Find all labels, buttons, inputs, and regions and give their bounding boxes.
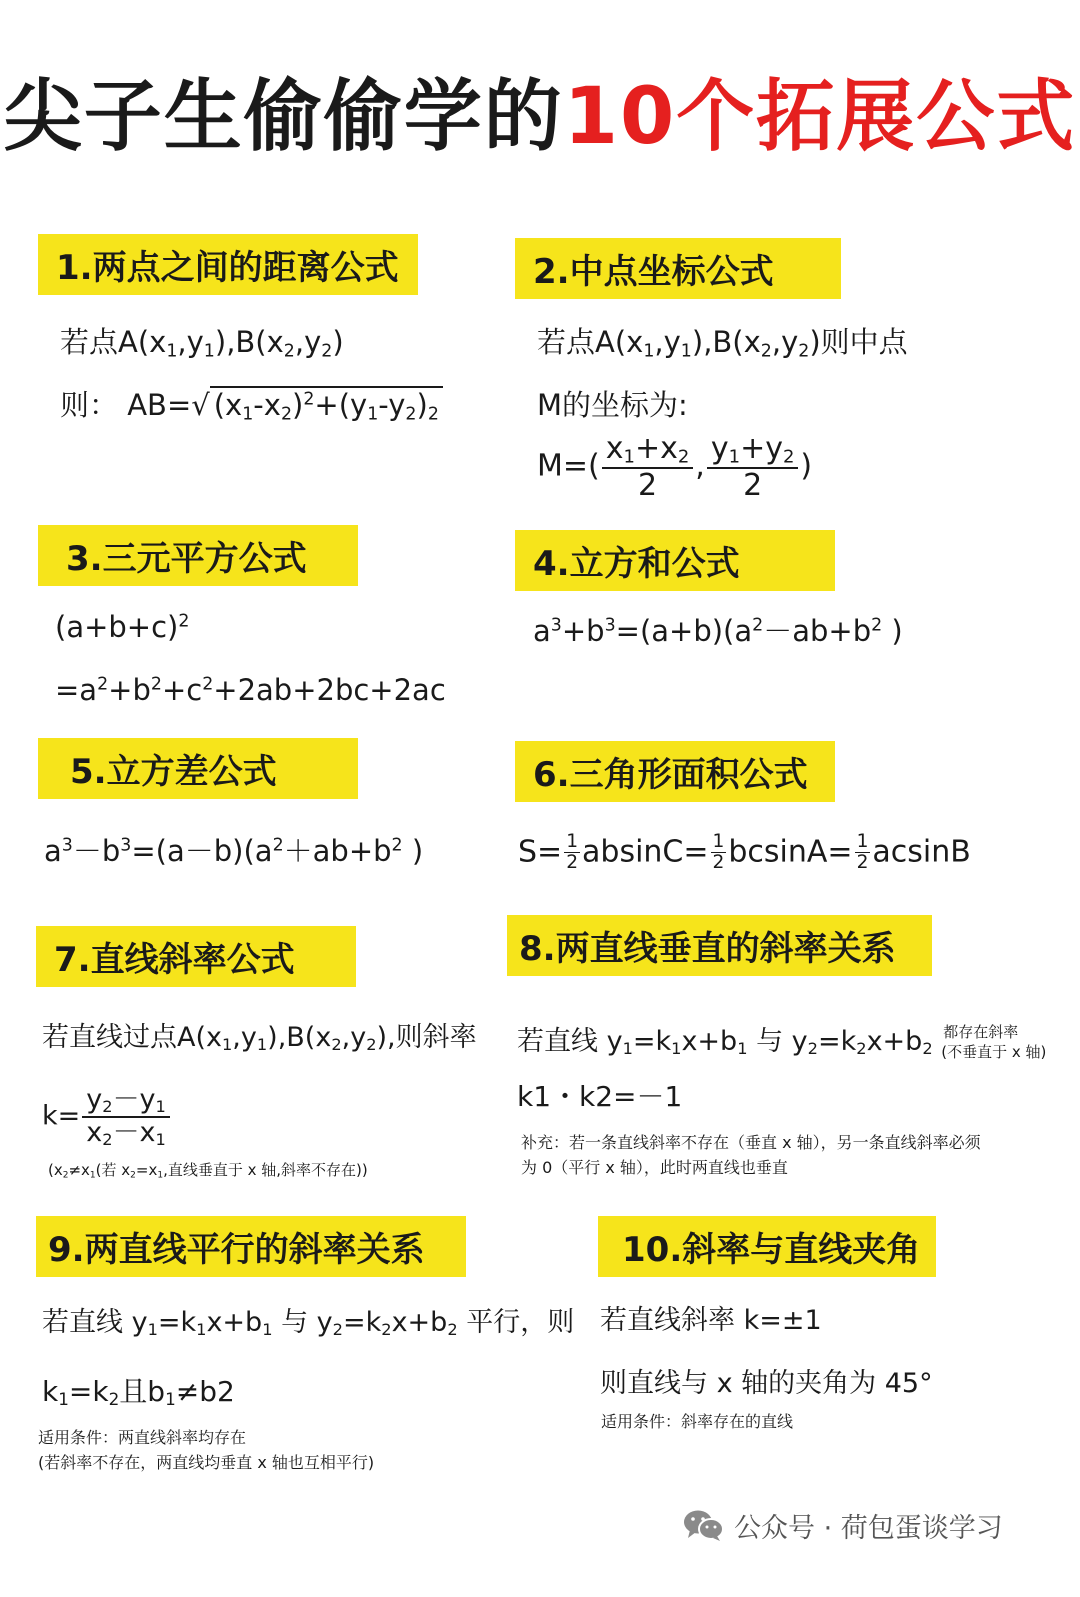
section-2-header: 2.中点坐标公式 [515, 238, 841, 299]
s8-badge-line2: (不垂直于 x 轴) [941, 1043, 1047, 1062]
s6-frac3-den: 2 [856, 852, 869, 874]
s6-frac2-num: 1 [712, 831, 725, 852]
s8-note2: 为 0（平行 x 轴），此时两直线也垂直 [521, 1158, 788, 1177]
s6-part1: absinC= [582, 834, 709, 870]
s2-frac2-num: $y_1+y_2$ [707, 432, 799, 469]
s3-line1: $(a+b+c)^2$ [55, 610, 190, 644]
s7-note: ($x_2\ne x_1$(若 $x_2=x_1$,直线垂直于 x 轴,斜率不存在)) [48, 1161, 368, 1181]
footer-label: 公众号 · 荷包蛋谈学习 [734, 1512, 1003, 1544]
page-title [0, 72, 1080, 162]
s6-part2: bcsinA= [728, 834, 853, 870]
s5-line1: $a^3-b^3=(a-b)(a^2+ab+b^2$ ) [44, 834, 424, 868]
s2-m-prefix: M=( [537, 448, 600, 484]
section-5-header: 5.立方差公式 [38, 738, 358, 799]
section-3-header: 3.三元平方公式 [38, 525, 358, 586]
title-red: 10个拓展公式 [563, 72, 1077, 162]
s2-m-suffix: ) [800, 448, 813, 484]
s8-note1: 补充：若一条直线斜率不存在（垂直 x 轴），另一条直线斜率必须 [521, 1133, 981, 1152]
s6-frac3-num: 1 [856, 831, 869, 852]
s7-num: $y_2-y_1$ [82, 1085, 170, 1118]
wechat-icon [682, 1508, 724, 1542]
s6-frac1-num: 1 [566, 831, 579, 852]
title-black: 尖子生偷偷学的 [3, 72, 564, 162]
s7-k: k= [42, 1100, 81, 1132]
s8-line2: k1・k2=－1 [517, 1080, 683, 1113]
s10-line2: 则直线与 x 轴的夹角为 45° [600, 1368, 933, 1399]
s1-line2 [60, 388, 443, 425]
s7-slope-formula [42, 1085, 172, 1149]
section-1-header: 1.两点之间的距离公式 [38, 234, 418, 295]
s1-sqrt-content: $(x_1-x_2)^2+(y_1-y_2)_2$ [210, 386, 443, 422]
s2-frac1-num: $x_1+x_2$ [602, 432, 694, 469]
s2-frac2-den: 2 [743, 468, 763, 504]
s9-line2: $k_1=k_2$且$b_1\ne b2$ [42, 1375, 235, 1410]
section-7-header: 7.直线斜率公式 [36, 926, 356, 987]
s9-note2: (若斜率不存在，两直线均垂直 x 轴也互相平行) [38, 1453, 375, 1472]
section-10-header: 10.斜率与直线夹角 [598, 1216, 936, 1277]
s2-midpoint-formula [537, 432, 812, 502]
s6-frac1-den: 2 [566, 852, 579, 874]
s6-part3: acsinB [872, 834, 971, 870]
section-9-header: 9.两直线平行的斜率关系 [36, 1216, 466, 1277]
s1-line1: 若点$A(x_1,y_1),B(x_2,y_2)$ [60, 325, 344, 362]
s8-badge-line1: 都存在斜率 [943, 1023, 1019, 1041]
s4-line1: $a^3+b^3=(a+b)(a^2-ab+b^2$ ) [533, 614, 903, 648]
s1-line2-prefix: 则： AB=√ [60, 388, 210, 422]
s7-line1: 若直线过点$A(x_1,y_1),B(x_2,y_2)$,则斜率 [42, 1022, 477, 1055]
s10-note: 适用条件：斜率存在的直线 [601, 1412, 794, 1431]
s3-line2: $=a^2+b^2+c^2+2ab+2bc+2ac$ [55, 673, 446, 707]
s6-frac2-den: 2 [712, 852, 725, 874]
s6-s: S= [518, 834, 563, 870]
s2-frac1-den: 2 [637, 468, 658, 504]
s8-condition-badge [941, 1022, 1046, 1063]
s2-line1: 若点$A(x_1,y_1),B(x_2,y_2)$则中点 [537, 325, 908, 362]
s2-line2: M的坐标为: [537, 388, 688, 422]
s2-comma: , [695, 448, 705, 484]
s10-line1: 若直线斜率 k=±1 [600, 1305, 822, 1336]
section-6-header: 6.三角形面积公式 [515, 741, 835, 802]
s9-line1: 若直线 $y_1=k_1x+b_1$ 与 $y_2=k_2x+b_2$ 平行，则 [42, 1307, 575, 1340]
s7-den: $x_2-x_1$ [86, 1116, 166, 1149]
s9-note1: 适用条件：两直线斜率均存在 [38, 1428, 247, 1447]
s8-line1 [517, 1022, 1046, 1063]
s6-area-formula [518, 832, 971, 874]
section-8-header: 8.两直线垂直的斜率关系 [507, 915, 932, 976]
footer-watermark [682, 1505, 1003, 1545]
s8-line1-text: 若直线 $y_1=k_1x+b_1$ 与 $y_2=k_2x+b_2$ [517, 1025, 933, 1058]
section-4-header: 4.立方和公式 [515, 530, 835, 591]
